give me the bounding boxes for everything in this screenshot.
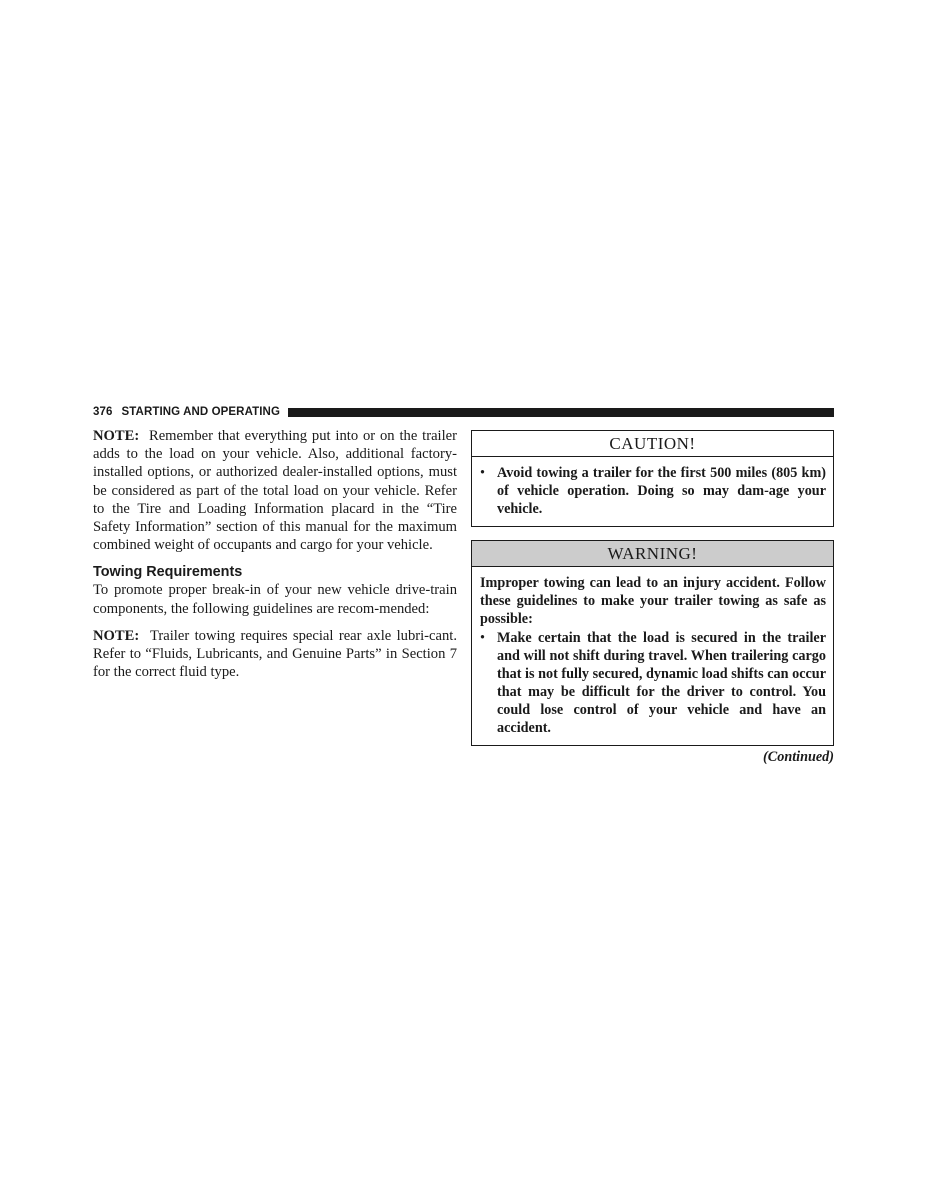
bullet-icon: • xyxy=(480,629,485,646)
caution-box xyxy=(471,430,834,527)
note-label: NOTE: xyxy=(93,627,140,644)
right-column xyxy=(471,430,834,766)
warning-title: WARNING! xyxy=(472,541,833,567)
section-title: STARTING AND OPERATING xyxy=(121,406,281,418)
break-in-paragraph: To promote proper break-in of your new vehicle drive-train components, the following guidelines are recom-mended: xyxy=(93,582,457,617)
note-paragraph xyxy=(93,427,457,554)
continued-label: (Continued) xyxy=(763,749,834,766)
warning-item-text: Make certain that the load is secured in the trailer and will not shift during travel. When trailering cargo that is not fully secured, dynamic load shifts can occur that may be difficult for the driver to control. You could lose control of your vehicle and have an accident. xyxy=(497,629,826,737)
header-rule xyxy=(288,408,834,417)
note-text: Remember that everything put into or on the trailer adds to the load on your vehicle. Also, additional factory-installed options, or authorized dealer-installed options, must be considered as part of the total load on your vehicle. Refer to the Tire and Loading Information placard in the “Tire Safety Information” section of this manual for the maximum combined weight of occupants and cargo for your vehicle. xyxy=(93,428,458,554)
warning-box xyxy=(471,540,834,746)
left-column xyxy=(93,427,457,681)
warning-body xyxy=(472,567,833,745)
caution-body xyxy=(472,457,833,526)
caution-item-text: Avoid towing a trailer for the first 500 miles (805 km) of vehicle operation. Doing so may dam-age your vehicle. xyxy=(497,465,826,518)
caution-title: CAUTION! xyxy=(472,431,833,457)
warning-bullet-item xyxy=(480,629,826,738)
lubricant-note-paragraph xyxy=(93,627,457,682)
towing-requirements-heading: Towing Requirements xyxy=(93,564,243,581)
page-header xyxy=(93,405,834,419)
bullet-icon: • xyxy=(480,465,485,481)
caution-bullet-item xyxy=(480,464,826,518)
note-text: Trailer towing requires special rear axle lubri-cant. Refer to “Fluids, Lubricants, and Genuine Parts” in Section 7 for the correct fluid type. xyxy=(93,627,457,681)
page-number: 376 xyxy=(93,406,113,418)
warning-intro: Improper towing can lead to an injury accident. Follow these guidelines to make your trailer towing as safe as possible: xyxy=(480,575,826,628)
note-label: NOTE: xyxy=(93,428,140,444)
